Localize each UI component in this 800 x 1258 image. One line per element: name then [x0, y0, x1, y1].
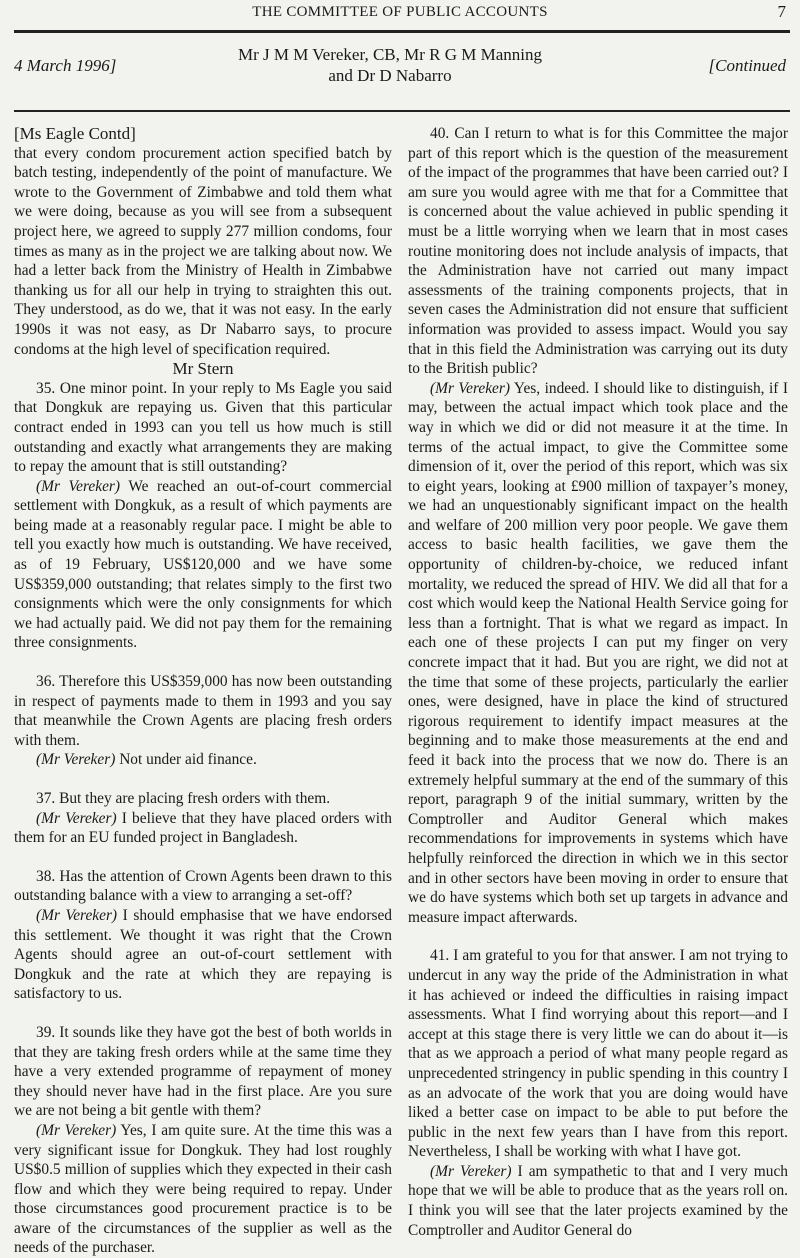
witnesses-heading: [200, 44, 580, 86]
answer-40: [408, 379, 788, 928]
answer-text: We reached an out-of-court commercial settlement with Dongkuk, as a result of which payments are being made at a reasonably regular pace. I might be able to tell you exactly how much is outstanding. We have received, as of 19 February, US$120,000 and we have some US$359,000 outstanding; that relates simply to the first two consignments which were the only consignments for which we had actually paid. We did not pay them for the remaining three consignments.: [14, 477, 393, 652]
answer-39: [14, 1121, 392, 1258]
left-column: [14, 124, 392, 1258]
witness-label: (Mr Vereker): [36, 906, 118, 924]
answer-text: Not under aid finance.: [115, 751, 257, 769]
witness-label: (Mr Vereker): [36, 751, 116, 769]
right-column: [408, 124, 788, 1240]
speaker-mr-stern: Mr Stern: [172, 359, 234, 379]
header-rule-top: [14, 30, 790, 33]
answer-text: I believe that they have placed orders with them for an EU funded project in Bangladesh.: [14, 809, 392, 847]
witnesses-line-2: and Dr D Nabarro: [328, 66, 452, 85]
page-number: 7: [777, 2, 786, 21]
question-40: 40. Can I return to what is for this Committee the major part of this report which is the question of the measurement of the impact of the programmes that have been carried out? I am sure you would agree with me that for a Committee that is concerned about the value achieved in public spending it must be a little worrying when we learn that in most cases routine monitoring does not include analysis of impacts, that the Administration have not carried out many impact assessments of the training components projects, that in seven cases the Administration did not ensure that sufficient information was provided to assess impact. Would you say that in this field the Administration was carrying out its duty to the British public?: [408, 125, 788, 378]
question-38: 38. Has the attention of Crown Agents been drawn to this outstanding balance with a view to arranging a set-off?: [14, 867, 392, 905]
witness-label: (Mr Vereker): [430, 1162, 512, 1180]
answer-36: [14, 750, 392, 770]
question-36: 36. Therefore this US$359,000 has now been outstanding in respect of payments made to them in 1993 and you say that meanwhile the Crown Agents are placing fresh orders with them.: [14, 673, 392, 749]
witness-label: (Mr Vereker): [36, 477, 121, 495]
witness-label: (Mr Vereker): [36, 809, 117, 827]
answer-35: [14, 477, 392, 653]
answer-text: I should emphasise that we have endorsed this settlement. We thought it was right that the Crown Agents should agree an out-of-court settlement with Dongkuk and the rate at which they are repaying is satisfactory to us.: [14, 906, 392, 1003]
answer-text: I am sympathetic to that and I very much hope that we will be able to produce that as the years roll on. I think you will see that the later projects examined by the Comptroller and Auditor General do: [408, 1162, 788, 1239]
header-rule-bottom: [14, 110, 790, 112]
question-39: 39. It sounds like they have got the best of both worlds in that they are taking fresh orders while at the same time they have a very extended programme of repayment of money they should never have had in the first place. Are you sure we are not being a bit gentle with them?: [14, 1023, 392, 1120]
answer-41: [408, 1162, 788, 1240]
answer-text: Yes, indeed. I should like to distinguish, if I may, between the actual impact which took place and the way in which we did or did not measure it at the time. In terms of the actual impact, to give the Committee some dimension of it, over the period of this report, which was six to eight years, looking at £900 million of taxpayer’s money, we had an unquestionably significant impact on the health and welfare of 200 million very poor people. We gave them access to basic health facilities, we gave them the opportunity of children-by-choice, we reduced infant mortality, we reduced the spread of HIV. We did all that for a cost which would keep the National Health Service going for less than a fortnight. That is what we regard as impact. In each one of these projects I can put my finger on very concrete impact that it had. But you are right, we did not at the time that some of these projects, particularly the earlier ones, were designed, have in place the kind of structured rigorous requirement to identify impact measures at the beginning and to make those measurements at the end and feed it back into the process that we now do. There is an extremely helpful summary at the end of the summary of this report, paragraph 9 of the initial summary, written by the Comptroller and Auditor General which makes recommendations for improvements in systems which have helpfully reinforced the direction in which we in this sector and in other sectors have been moving in order to ensure that we do have systems which both set up targets in advance and measure impact afterwards.: [408, 379, 788, 926]
question-41: 41. I am grateful to you for that answer. I am not trying to undercut in any way the pride of the Administration in what it has achieved or indeed the difficulties in raising impact assessments. What I find worrying about this report—and I accept at this stage there is very little we can do about it—is that as we approach a period of what many people regard as unprecedented stringency in public spending in this country I as an advocate of the work that you are doing would have liked a better case on impact to be able to put before the public in the next few years than I have from this report. Nevertheless, I shall be working with what I have got.: [408, 947, 788, 1161]
witnesses-line-1: Mr J M M Vereker, CB, Mr R G M Manning: [237, 45, 543, 64]
running-title: THE COMMITTEE OF PUBLIC ACCOUNTS: [252, 4, 548, 20]
question-35: 35. One minor point. In your reply to Ms Eagle you said that Dongkuk are repaying us. Given that this particular contract ended in 1993 can you tell us how much is still outstanding and exactly what arrangements they are making to repay the amount that is still outstanding?: [14, 379, 392, 476]
witness-label: (Mr Vereker): [36, 1121, 117, 1139]
continued-label: [Continued: [708, 56, 786, 75]
question-37: 37. But they are placing fresh orders with them.: [36, 790, 331, 807]
answer-38: [14, 906, 392, 1004]
answer-text: Yes, I am quite sure. At the time this was a very significant issue for Dongkuk. They had lost roughly US$0.5 million of supplies which they expected in their cash flow and which they were being required to repay. Under those circumstances good procurement practice is to be aware of the circumstances of the supplier as well as the needs of the purchaser.: [14, 1121, 392, 1257]
speaker-ms-eagle: [Ms Eagle Contd]: [14, 124, 136, 143]
paragraph-continued: that every condom procurement action specified batch by batch testing, independently of the point of manufacture. We wrote to the Government of Zimbabwe and told them what we were doing, because as you will see from a subsequent project here, we agreed to supply 277 million condoms, four times as many as in the project we are talking about now. We had a letter back from the Ministry of Health in Zimbabwe thanking us for all our help in trying to straighten this out. They understood, as do we, that it was not easy. In the early 1990s it was not easy, as Dr Nabarro says, to procure condoms at the high level of specification required.: [14, 144, 392, 358]
hearing-date: 4 March 1996]: [14, 56, 117, 75]
witness-label: (Mr Vereker): [430, 379, 510, 397]
answer-37: [14, 809, 392, 848]
